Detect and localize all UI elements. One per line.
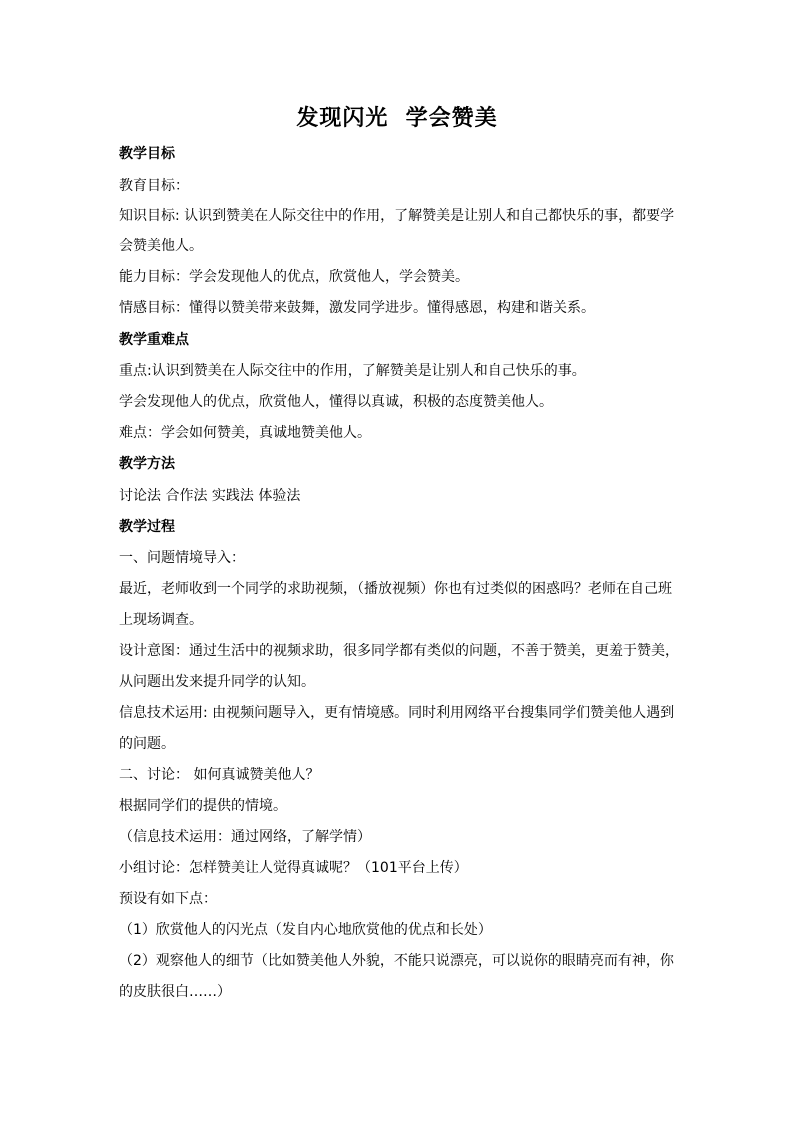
paragraph-line: 小组讨论：怎样赞美让人觉得真诚呢？（101平台上传）	[119, 860, 468, 876]
section-heading-methods: 教学方法	[119, 456, 175, 472]
paragraph-line: 最近，老师收到一个同学的求助视频，（播放视频）你也有过类似的困惑吗？老师在自己班	[119, 581, 672, 597]
paragraph-line: 难点：学会如何赞美，真诚地赞美他人。	[119, 425, 371, 441]
paragraph-line: 重点:认识到赞美在人际交往中的作用，了解赞美是让别人和自己快乐的事。	[119, 363, 586, 379]
paragraph-line: （信息技术运用：通过网络，了解学情）	[119, 829, 371, 845]
paragraph-line: 会赞美他人。	[119, 238, 203, 254]
paragraph-line: 的问题。	[119, 736, 175, 752]
paragraph-line: 上现场调查。	[119, 612, 203, 628]
paragraph-line: 二、讨论： 如何真诚赞美他人？	[119, 767, 320, 783]
section-heading-process: 教学过程	[119, 519, 175, 535]
section-heading-key-points: 教学重难点	[119, 332, 189, 348]
paragraph-line: 根据同学们的提供的情境。	[119, 798, 287, 814]
paragraph-line: （1）欣赏他人的闪光点（发自内心地欣赏他的优点和长处）	[119, 922, 492, 938]
paragraph-line: 从问题出发来提升同学的认知。	[119, 674, 315, 690]
paragraph-line: 知识目标: 认识到赞美在人际交往中的作用，了解赞美是让别人和自己都快乐的事，都要学	[119, 208, 675, 224]
paragraph-line: 学会发现他人的优点，欣赏他人，懂得以真诚，积极的态度赞美他人。	[119, 394, 553, 410]
paragraph-line: 信息技术运用: 由视频问题导入，更有情境感。同时利用网络平台搜集同学们赞美他人遇到	[119, 705, 675, 721]
paragraph-line: 教育目标：	[119, 178, 189, 194]
paragraph-line: 能力目标：学会发现他人的优点，欣赏他人，学会赞美。	[119, 269, 469, 285]
paragraph-line: 的皮肤很白……）	[119, 984, 231, 1000]
document-title: 发现闪光 学会赞美	[296, 106, 498, 131]
paragraph-line: 设计意图：通过生活中的视频求助，很多同学都有类似的问题，不善于赞美，更羞于赞美，	[119, 643, 679, 659]
paragraph-line: 一、问题情境导入：	[119, 550, 245, 566]
paragraph-line: 讨论法 合作法 实践法 体验法	[119, 488, 301, 504]
paragraph-line: （2）观察他人的细节（比如赞美他人外貌，不能只说漂亮，可以说你的眼睛亮而有神，你	[119, 953, 674, 969]
paragraph-line: 情感目标：懂得以赞美带来鼓舞，激发同学进步。懂得感恩，构建和谐关系。	[119, 300, 595, 316]
section-heading-teaching-goals: 教学目标	[119, 146, 175, 162]
paragraph-line: 预设有如下点：	[119, 891, 217, 907]
